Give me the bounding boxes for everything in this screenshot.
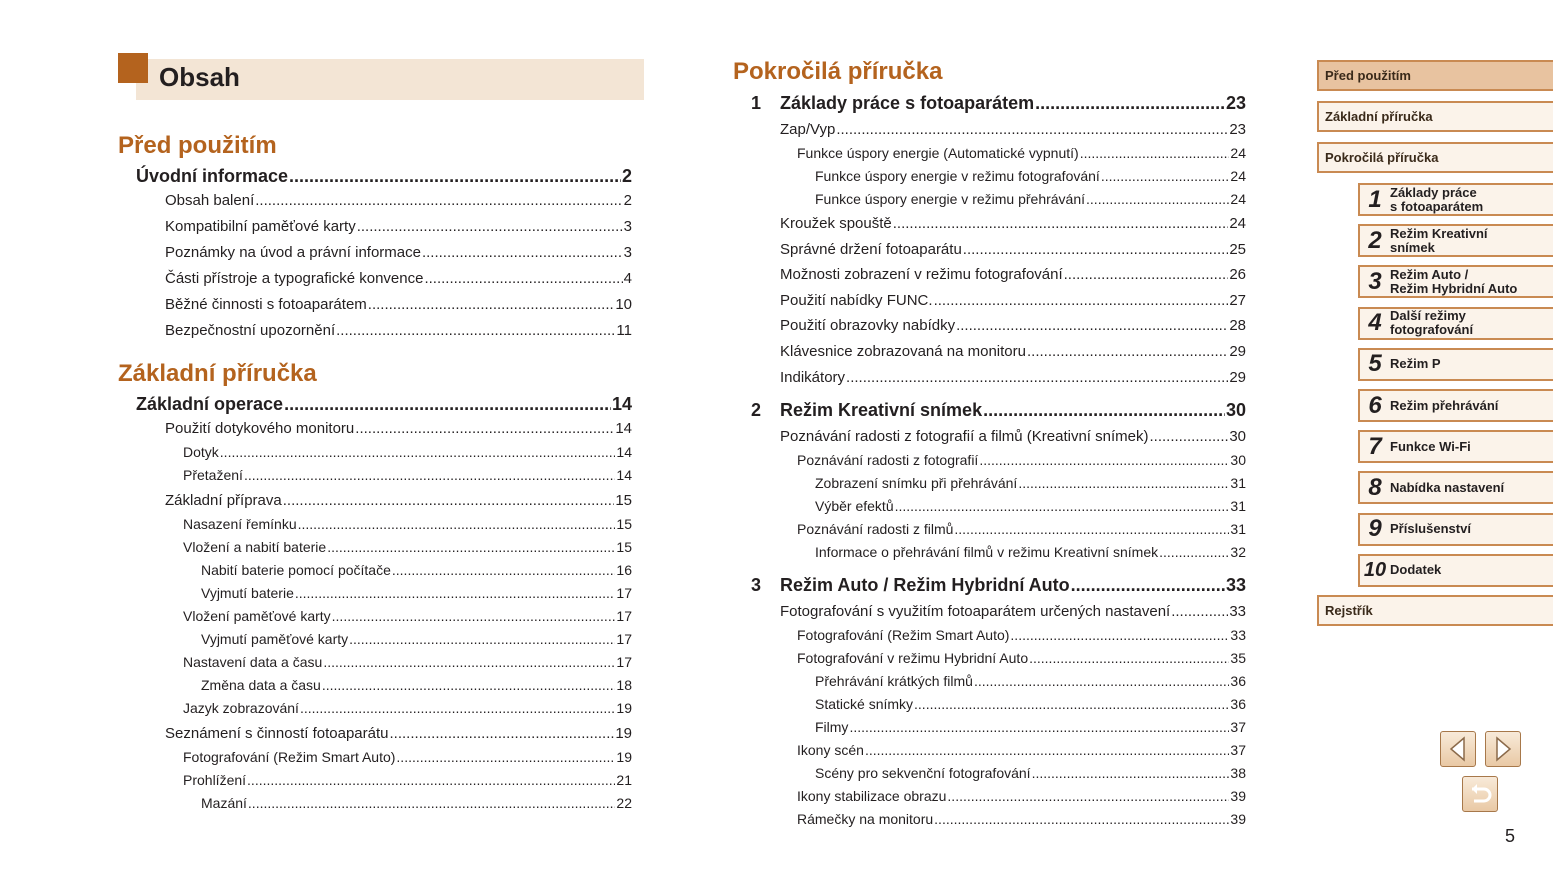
toc-dot-leader: [1018, 475, 1229, 491]
toc-entry-page: 30: [1225, 399, 1246, 420]
section-heading: Před použitím: [118, 132, 277, 159]
toc-entry-page: 18: [616, 677, 632, 693]
toc-entry-label: Běžné činnosti s fotoaparátem: [165, 296, 367, 313]
toc-dot-leader: [954, 521, 1229, 537]
chapter-number-badge: 7: [1368, 432, 1382, 460]
toc-entry-page: 10: [615, 296, 632, 313]
toc-entry-label: Funkce úspory energie v režimu přehrávání: [815, 191, 1086, 207]
nav-item[interactable]: Pokročilá příručka: [1317, 142, 1553, 173]
toc-dot-leader: [1101, 168, 1230, 184]
toc-entry-page: 30: [1230, 451, 1246, 468]
toc-entry-label: Prohlížení: [183, 772, 247, 788]
toc-dot-leader: [1080, 145, 1230, 161]
toc-entry-label: Změna data a času: [201, 677, 321, 693]
toc-entry-page: 2: [623, 192, 632, 209]
nav-chapter-label: Dodatek: [1390, 562, 1442, 578]
toc-entry-label: Možnosti zobrazení v režimu fotografování: [780, 266, 1063, 284]
toc-dot-leader: [963, 241, 1229, 258]
toc-entry[interactable]: [165, 725, 632, 742]
toc-entry-label: Použití nabídky FUNC.: [780, 291, 933, 309]
page-title: Obsah: [159, 62, 240, 92]
previous-page-icon: [1441, 732, 1475, 766]
toc-entry-page: 15: [616, 516, 632, 532]
toc-entry[interactable]: [780, 215, 1246, 232]
toc-entry-label: Zap/Vyp: [780, 121, 836, 138]
toc-dot-leader: [322, 677, 616, 693]
toc-entry-label: Nabití baterie pomocí počítače: [201, 562, 391, 578]
toc-entry-page: 17: [616, 585, 632, 601]
toc-entry-label: Základní příprava: [165, 492, 282, 509]
toc-entry-label: Vyjmutí baterie: [201, 585, 294, 601]
toc-dot-leader: [1029, 650, 1229, 666]
toc-entry-label: Informace o přehrávání filmů v režimu Kreativní snímek: [815, 543, 1159, 560]
toc-entry-page: 36: [1230, 672, 1246, 689]
nav-chapter-label: Nabídka nastavení: [1390, 479, 1505, 495]
section-heading: Pokročilá příručka: [733, 58, 943, 85]
toc-dot-leader: [349, 631, 615, 647]
toc-chapter-entry[interactable]: [780, 93, 1246, 114]
toc-dot-leader: [1171, 603, 1228, 620]
toc-entry-page: 27: [1229, 291, 1246, 309]
toc-entry[interactable]: [183, 654, 632, 670]
toc-dot-leader: [1086, 191, 1229, 207]
toc-entry-label: Vyjmutí paměťové karty: [201, 631, 349, 647]
toc-dot-leader: [956, 317, 1228, 334]
toc-entry-label: Použití dotykového monitoru: [165, 420, 355, 437]
toc-dot-leader: [424, 270, 622, 287]
nav-chapter-label: Další režimy fotografování: [1390, 308, 1474, 338]
toc-entry-page: 19: [616, 700, 632, 716]
toc-entry[interactable]: [797, 145, 1246, 161]
toc-entry-page: 14: [615, 420, 632, 437]
toc-dot-leader: [1032, 765, 1230, 781]
toc-chapter-entry[interactable]: [780, 575, 1246, 596]
nav-chapter-item[interactable]: [1358, 183, 1553, 216]
nav-item-index[interactable]: Rejstřík: [1317, 595, 1553, 626]
toc-entry[interactable]: [201, 585, 632, 601]
toc-entry-label: Vložení paměťové karty: [183, 608, 331, 624]
toc-entry-page: 16: [616, 562, 632, 578]
toc-entry-label: Nasazení řemínku: [183, 516, 297, 532]
toc-entry[interactable]: [165, 192, 632, 209]
chapter-number: 1: [751, 93, 762, 113]
toc-dot-leader: [300, 700, 615, 716]
toc-entry-page: 37: [1230, 741, 1246, 758]
toc-entry-page: 24: [1230, 168, 1246, 184]
toc-entry-page: 29: [1229, 343, 1246, 360]
toc-dot-leader: [323, 654, 615, 670]
nav-chapter-label: Režim P: [1390, 356, 1441, 372]
toc-entry-label: Funkce úspory energie v režimu fotografování: [815, 168, 1100, 184]
toc-entry[interactable]: [815, 498, 1246, 514]
toc-dot-leader: [1010, 627, 1229, 643]
toc-dot-leader: [849, 719, 1229, 735]
chapter-number-badge: 5: [1368, 350, 1382, 378]
toc-dot-leader: [1071, 575, 1225, 596]
title-square: [118, 53, 148, 83]
toc-dot-leader: [865, 742, 1229, 758]
toc-entry-label: Kompatibilní paměťové karty: [165, 218, 356, 235]
toc-dot-leader: [392, 562, 616, 578]
toc-entry[interactable]: [165, 218, 632, 235]
toc-entry-label: Použití obrazovky nabídky: [780, 317, 956, 335]
toc-dot-leader: [298, 516, 616, 532]
toc-entry-page: 26: [1229, 266, 1246, 284]
toc-entry[interactable]: [815, 168, 1246, 184]
toc-dot-leader: [220, 444, 616, 460]
toc-entry-label: Výběr efektů: [815, 497, 894, 514]
next-page-icon: [1486, 732, 1520, 766]
page-number: 5: [1505, 826, 1516, 846]
toc-dot-leader: [327, 539, 615, 555]
toc-entry[interactable]: [201, 795, 632, 811]
nav-item[interactable]: Základní příručka: [1317, 101, 1553, 132]
nav-item[interactable]: Před použitím: [1317, 60, 1553, 91]
toc-entry-label: Poznávání radosti z filmů: [797, 520, 954, 537]
toc-entry[interactable]: [780, 369, 1246, 386]
nav-chapter-label: Základy práce s fotoaparátem: [1390, 184, 1484, 214]
toc-entry-page: 37: [1230, 718, 1246, 735]
toc-entry[interactable]: [165, 420, 632, 437]
toc-entry-page: 23: [1229, 121, 1246, 138]
toc-entry-page: 24: [1230, 145, 1246, 161]
toc-entry-page: 31: [1230, 497, 1246, 514]
chapter-number-badge: 8: [1368, 473, 1382, 501]
toc-entry[interactable]: [815, 191, 1246, 207]
toc-entry[interactable]: [165, 244, 632, 261]
toc-entry[interactable]: [183, 772, 632, 788]
chapter-number-badge: 6: [1368, 391, 1382, 419]
toc-dot-leader: [1159, 544, 1229, 560]
toc-entry-label: Fotografování (Režim Smart Auto): [797, 626, 1010, 643]
toc-entry[interactable]: [165, 270, 632, 287]
toc-entry-page: 3: [623, 218, 632, 235]
section-heading: Základní příručka: [118, 360, 317, 387]
toc-entry-label: Základy práce s fotoaparátem: [780, 93, 1035, 113]
chapter-number-badge: 10: [1363, 558, 1387, 581]
toc-entry[interactable]: [815, 765, 1246, 781]
toc-entry[interactable]: [183, 467, 632, 483]
toc-entry-page: 3: [623, 244, 632, 261]
toc-entry-label: Přehrávání krátkých filmů: [815, 672, 973, 689]
toc-entry-label: Klávesnice zobrazovaná na monitoru: [780, 343, 1026, 360]
toc-chapter-entry[interactable]: [136, 166, 632, 187]
toc-dot-leader: [355, 420, 614, 437]
toc-entry[interactable]: [780, 292, 1246, 309]
toc-entry-page: 33: [1230, 626, 1246, 643]
toc-dot-leader: [289, 166, 621, 187]
toc-entry-label: Funkce úspory energie (Automatické vypnutí): [797, 145, 1079, 161]
chapter-number-badge: 9: [1368, 515, 1382, 543]
toc-entry-page: 19: [616, 749, 632, 765]
toc-entry-page: 4: [623, 270, 632, 287]
toc-entry-label: Filmy: [815, 718, 849, 735]
toc-dot-leader: [934, 811, 1229, 827]
toc-entry-label: Poznávání radosti z fotografií a filmů (Kreativní snímek): [780, 427, 1149, 445]
toc-entry[interactable]: [780, 266, 1246, 283]
toc-entry-label: Režim Auto / Režim Hybridní Auto: [780, 574, 1070, 595]
toc-entry-page: 24: [1230, 191, 1246, 207]
toc-entry[interactable]: [797, 788, 1246, 804]
chapter-number-badge: 3: [1368, 267, 1382, 295]
toc-dot-leader: [389, 725, 614, 742]
toc-entry[interactable]: [183, 516, 632, 532]
nav-chapter-label: Režim Auto / Režim Hybridní Auto: [1390, 266, 1518, 296]
toc-dot-leader: [974, 673, 1229, 689]
return-button[interactable]: [1462, 776, 1498, 812]
toc-entry-label: Obsah balení: [165, 192, 255, 209]
toc-entry[interactable]: [780, 317, 1246, 334]
toc-entry-page: 33: [1225, 574, 1246, 595]
toc-chapter-entry[interactable]: [136, 394, 632, 415]
nav-chapter-item[interactable]: [1358, 554, 1553, 587]
toc-entry-label: Ikony stabilizace obrazu: [797, 787, 947, 804]
toc-dot-leader: [247, 772, 615, 788]
toc-entry-page: 29: [1229, 368, 1246, 386]
chapter-number-badge: 2: [1368, 226, 1382, 254]
nav-chapter-item[interactable]: [1358, 224, 1553, 257]
toc-dot-leader: [846, 369, 1228, 386]
toc-entry-page: 24: [1229, 215, 1246, 232]
nav-chapter-label: Režim Kreativní snímek: [1390, 225, 1488, 255]
toc-dot-leader: [893, 215, 1229, 232]
toc-entry-label: Jazyk zobrazování: [183, 700, 299, 716]
toc-dot-leader: [284, 394, 611, 415]
next-page-button[interactable]: [1485, 731, 1521, 767]
toc-chapter-entry[interactable]: [780, 400, 1246, 421]
toc-dot-leader: [895, 498, 1230, 514]
nav-chapter-label: Příslušenství: [1390, 521, 1471, 537]
toc-dot-leader: [1035, 93, 1225, 114]
toc-entry-page: 15: [615, 492, 632, 509]
toc-entry[interactable]: [780, 121, 1246, 138]
toc-entry[interactable]: [815, 696, 1246, 712]
toc-entry-page: 32: [1230, 543, 1246, 560]
toc-dot-leader: [1064, 266, 1229, 283]
toc-entry-label: Správné držení fotoaparátu: [780, 240, 962, 258]
toc-entry-page: 25: [1229, 240, 1246, 258]
toc-entry[interactable]: [201, 677, 632, 693]
toc-entry-page: 21: [616, 772, 632, 788]
toc-entry-label: Fotografování (Režim Smart Auto): [183, 749, 396, 765]
toc-entry[interactable]: [815, 544, 1246, 560]
nav-chapter-label: Funkce Wi-Fi: [1390, 438, 1471, 454]
toc-entry-label: Kroužek spouště: [780, 215, 892, 232]
toc-entry[interactable]: [183, 608, 632, 624]
toc-dot-leader: [396, 749, 615, 765]
return-icon: [1463, 777, 1497, 811]
toc-dot-leader: [1150, 428, 1229, 445]
toc-entry-page: 11: [616, 322, 632, 339]
toc-entry[interactable]: [797, 452, 1246, 468]
toc-entry[interactable]: [183, 749, 632, 765]
toc-entry-page: 30: [1229, 427, 1246, 445]
toc-entry-page: 14: [616, 467, 632, 483]
toc-entry-label: Zobrazení snímku při přehrávání: [815, 474, 1018, 491]
toc-dot-leader: [422, 244, 623, 261]
toc-entry-label: Fotografování s využitím fotoaparátem určených nastavení: [780, 602, 1171, 620]
toc-entry[interactable]: [797, 811, 1246, 827]
toc-entry-label: Nastavení data a času: [183, 654, 323, 670]
toc-entry-label: Úvodní informace: [136, 166, 289, 186]
toc-entry[interactable]: [183, 700, 632, 716]
toc-entry-label: Fotografování v režimu Hybridní Auto: [797, 649, 1029, 666]
toc-entry[interactable]: [797, 742, 1246, 758]
toc-entry-page: 17: [616, 631, 632, 647]
toc-entry-page: 17: [616, 608, 632, 624]
toc-entry[interactable]: [165, 296, 632, 313]
previous-page-button[interactable]: [1440, 731, 1476, 767]
toc-entry[interactable]: [815, 719, 1246, 735]
chapter-number: 3: [751, 574, 762, 595]
chapter-number-badge: 1: [1368, 185, 1382, 213]
nav-chapter-item[interactable]: [1358, 389, 1553, 422]
toc-dot-leader: [914, 696, 1229, 712]
toc-dot-leader: [934, 292, 1229, 309]
toc-dot-leader: [244, 467, 615, 483]
toc-entry-label: Scény pro sekvenční fotografování: [815, 764, 1031, 781]
toc-entry-page: 14: [616, 444, 632, 460]
chapter-number-badge: 4: [1368, 309, 1382, 337]
toc-dot-leader: [295, 585, 616, 601]
toc-dot-leader: [336, 322, 615, 339]
toc-entry-label: Indikátory: [780, 368, 846, 386]
nav-chapter-item[interactable]: [1358, 265, 1553, 298]
toc-entry-page: 35: [1230, 649, 1246, 666]
toc-entry[interactable]: [201, 631, 632, 647]
toc-entry-label: Základní operace: [136, 394, 284, 414]
toc-entry[interactable]: [780, 428, 1246, 445]
toc-entry-page: 33: [1229, 602, 1246, 620]
toc-entry-page: 39: [1230, 787, 1246, 804]
toc-entry-label: Části přístroje a typografické konvence: [165, 270, 424, 287]
toc-entry-label: Poznávání radosti z fotografií: [797, 451, 979, 468]
toc-entry-label: Přetažení: [183, 467, 243, 483]
toc-entry-label: Rámečky na monitoru: [797, 810, 934, 827]
toc-entry[interactable]: [183, 539, 632, 555]
toc-entry-label: Dotyk: [183, 444, 219, 460]
toc-dot-leader: [248, 795, 616, 811]
nav-chapter-item[interactable]: [1358, 471, 1553, 504]
toc-entry-page: 39: [1230, 810, 1246, 827]
toc-entry-label: Statické snímky: [815, 695, 914, 712]
toc-entry-page: 19: [615, 725, 632, 742]
toc-entry[interactable]: [183, 444, 632, 460]
toc-entry-page: 2: [621, 166, 632, 186]
toc-entry-label: Ikony scén: [797, 741, 864, 758]
toc-entry-page: 31: [1230, 474, 1246, 491]
toc-dot-leader: [1027, 343, 1228, 360]
toc-entry[interactable]: [780, 343, 1246, 360]
nav-chapter-item[interactable]: [1358, 513, 1553, 546]
toc-entry[interactable]: [780, 603, 1246, 620]
nav-chapter-item[interactable]: [1358, 430, 1553, 463]
toc-dot-leader: [357, 218, 623, 235]
toc-entry-page: 28: [1229, 317, 1246, 335]
toc-entry[interactable]: [815, 673, 1246, 689]
toc-entry-label: Seznámení s činností fotoaparátu: [165, 725, 389, 742]
toc-dot-leader: [368, 296, 615, 313]
toc-entry[interactable]: [815, 475, 1246, 491]
toc-entry[interactable]: [797, 627, 1246, 643]
toc-dot-leader: [332, 608, 616, 624]
toc-entry[interactable]: [780, 241, 1246, 258]
nav-chapter-label: Režim přehrávání: [1390, 397, 1499, 413]
toc-dot-leader: [947, 788, 1229, 804]
toc-entry-label: Režim Kreativní snímek: [780, 399, 983, 420]
toc-entry-label: Poznámky na úvod a právní informace: [165, 244, 421, 261]
toc-entry-label: Bezpečnostní upozornění: [165, 322, 336, 339]
chapter-number: 2: [751, 399, 762, 420]
toc-entry-page: 38: [1230, 764, 1246, 781]
toc-entry-page: 17: [616, 654, 632, 670]
nav-chapter-item[interactable]: [1358, 307, 1553, 340]
toc-entry-label: Vložení a nabití baterie: [183, 539, 327, 555]
toc-entry-label: Mazání: [201, 795, 247, 811]
toc-entry-page: 36: [1230, 695, 1246, 712]
nav-chapter-item[interactable]: [1358, 348, 1553, 381]
toc-entry-page: 15: [616, 539, 632, 555]
toc-dot-leader: [979, 452, 1229, 468]
toc-entry[interactable]: [201, 562, 632, 578]
toc-entry-page: 14: [611, 394, 632, 414]
toc-entry-page: 22: [616, 795, 632, 811]
toc-entry-page: 23: [1225, 93, 1246, 113]
toc-dot-leader: [255, 192, 622, 209]
toc-entry[interactable]: [797, 521, 1246, 537]
toc-dot-leader: [283, 492, 615, 509]
toc-entry[interactable]: [165, 322, 632, 339]
toc-dot-leader: [836, 121, 1228, 138]
toc-entry-page: 31: [1230, 520, 1246, 537]
toc-dot-leader: [983, 400, 1225, 421]
toc-entry[interactable]: [797, 650, 1246, 666]
toc-entry[interactable]: [165, 492, 632, 509]
